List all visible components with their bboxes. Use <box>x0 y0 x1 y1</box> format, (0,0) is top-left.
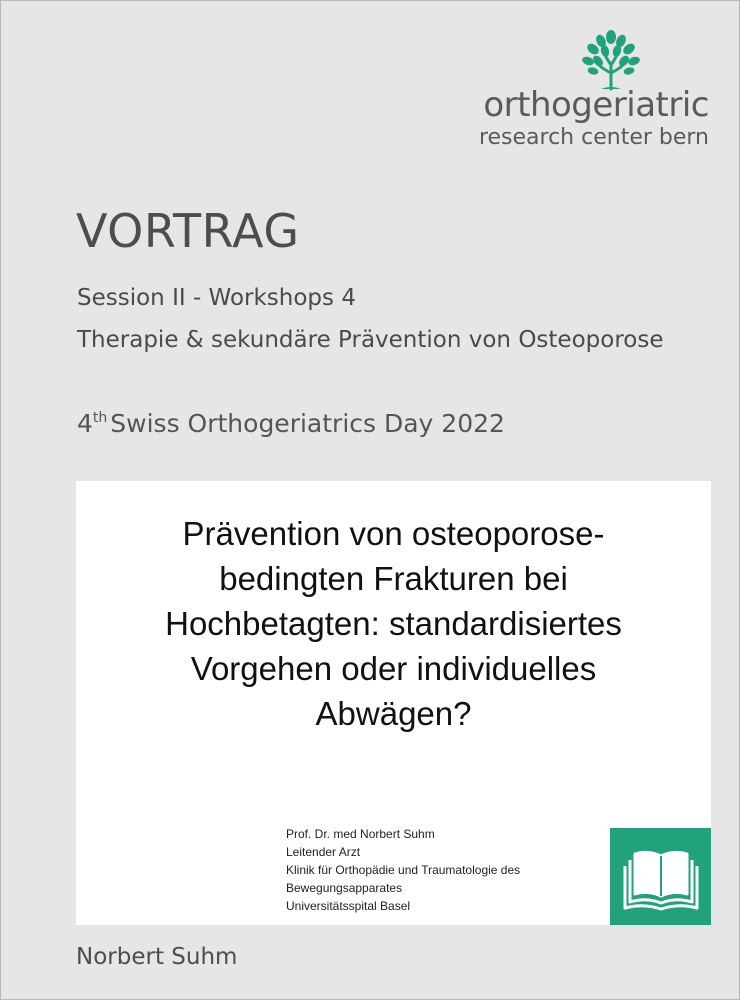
author-line: Prof. Dr. med Norbert Suhm <box>286 827 435 841</box>
slide-title <box>76 511 711 736</box>
session-label: Session II - Workshops 4 <box>77 285 356 311</box>
event-name: Swiss Orthogeriatrics Day 2022 <box>110 409 505 438</box>
slide-title-line: Vorgehen oder individuelles <box>190 650 597 687</box>
tree-icon <box>579 29 643 93</box>
open-book-icon <box>622 842 700 912</box>
author-line: Bewegungsapparates <box>286 881 403 895</box>
event-ordinal: 4 <box>77 409 93 438</box>
author-line: Universitätsspital Basel <box>286 899 411 913</box>
slide-title-line: Hochbetagten: standardisiertes <box>165 605 622 642</box>
slide-title-line: Abwägen? <box>315 695 472 732</box>
slide-title-line: Prävention von osteoporose- <box>182 515 605 552</box>
logo-subtitle: research center bern <box>478 125 709 150</box>
session-topic: Therapie & sekundäre Prävention von Osteoporose <box>77 327 664 353</box>
book-badge <box>610 828 711 925</box>
event-title <box>77 409 505 438</box>
author-line: Klinik für Orthopädie und Traumatologie des <box>286 863 521 877</box>
author-line: Leitender Arzt <box>286 845 361 859</box>
slide-title-line: bedingten Frakturen bei <box>219 560 568 597</box>
event-ordinal-suffix: th <box>92 410 108 426</box>
speaker-name: Norbert Suhm <box>76 944 238 970</box>
author-info <box>286 825 520 915</box>
logo-title: orthogeriatric <box>483 85 709 125</box>
slide-preview <box>76 481 711 925</box>
page-heading: VORTRAG <box>76 204 300 258</box>
